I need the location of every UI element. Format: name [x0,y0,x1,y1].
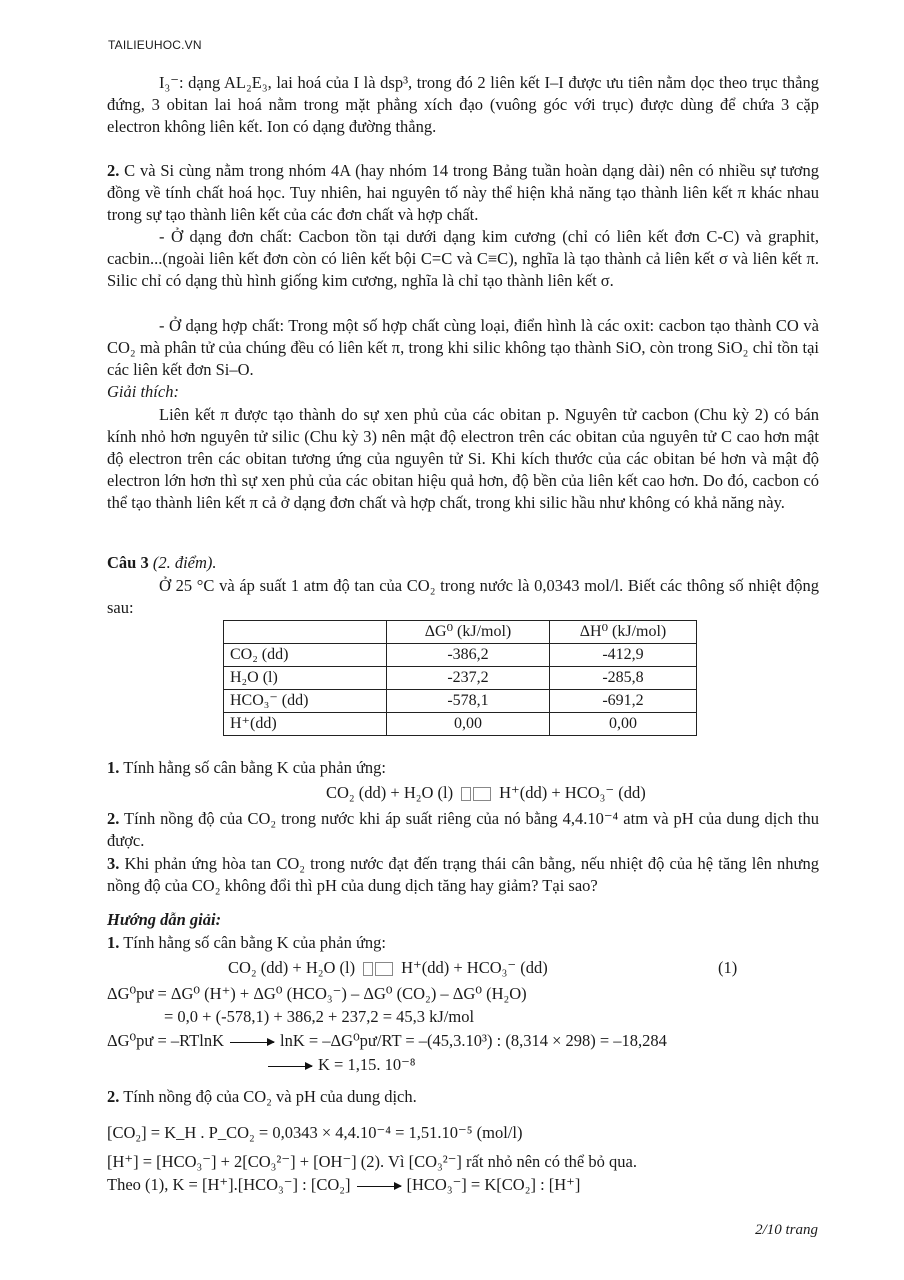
table-header-cell: ΔH⁰ (kJ/mol) [550,621,697,644]
answer-text: Tính hằng số cân bằng K của phản ứng: [119,933,386,952]
table-header-cell [224,621,387,644]
charge-balance: [H⁺] = [HCO₃⁻] + 2[CO₃²⁻] + [OH⁻] (2). Vì [CO₃²⁻] rất nhỏ nên có thể bỏ qua. [107,1152,637,1171]
item-number: 2. [107,1087,120,1106]
item-number: 2. [107,809,120,828]
theo-left: Theo (1), K = [H⁺].[HCO₃⁻] : [CO₂] [107,1175,351,1194]
table-cell: -386,2 [387,644,550,667]
paragraph-c-si [107,160,819,226]
arrow-icon [230,1042,274,1043]
table-cell: -412,9 [550,644,697,667]
question-1 [107,757,386,779]
equilibrium-icon [461,787,491,801]
question-points: (2. điểm). [148,553,217,572]
paragraph-text: C và Si cùng nằm trong nhóm 4A (hay nhóm 14 trong Bảng tuần hoàn dạng dài) nên có nhiều sự tương đồng về tính chất hoá học. Tuy nhiên, hai nguyên tố này thể hiện khả năng tạo thành liên kết π khác nhau trong sự tạo thành liên kết của các đơn chất và hợp chất. [107,161,819,224]
question-number: Câu 3 [107,553,149,572]
table-cell: 0,00 [387,713,550,736]
arrow-icon [357,1186,401,1187]
table-cell: H⁺(dd) [224,713,387,736]
item-number: 3. [107,854,120,873]
item-number: 1. [107,758,120,777]
reaction-equation [326,782,646,804]
k-value: K = 1,15. 10⁻⁸ [318,1055,416,1074]
reaction-equation-2 [228,957,548,979]
reaction-right: H⁺(dd) + HCO₃⁻ (dd) [499,783,646,802]
table-cell: CO₂ (dd) [224,644,387,667]
paragraph-i3: I₃⁻: dạng AL₂E₃, lai hoá của I là dsp³, trong đó 2 liên kết I–I được ưu tiên nằm dọc theo trục thẳng đứng, 3 obitan lai hoá nằm trong mặt phẳng xích đạo (vuông góc với trục) được dùng để chứa 3 cặp electron không liên kết. Ion có dạng đường thẳng. [107,73,819,136]
table-cell: -691,2 [550,690,697,713]
theo-line [107,1174,580,1196]
delta-g-right: lnK = –ΔG⁰pư/RT = –(45,3.10³) : (8,314 × 298) = –18,284 [279,1031,667,1050]
page-number: 2/10 trang [755,1222,818,1238]
paragraph-explanation: Liên kết π được tạo thành do sự xen phủ của các obitan p. Nguyên tử cacbon (Chu kỳ 2) có bán kính nhỏ hơn nguyên tử silic (Chu kỳ 3) nên mật độ electron trên các obitan của nguyên tử C cao hơn mật độ electron trên các obitan tương ứng của nguyên tử Si. Khi kích thước của các obitan bé hơn và mật độ electron lớn hơn thì sự xen phủ của các obitan hiệu quả hơn, độ bền của liên kết cao hơn. Do đó, cacbon có thể tạo thành liên kết π cả ở dạng đơn chất và hợp chất, trong khi silic hầu như không có khả năng này. [107,405,819,512]
table-cell: HCO₃⁻ (dd) [224,690,387,713]
heading-giai-thich: Giải thích: [107,382,179,401]
table-header-cell: ΔG⁰ (kJ/mol) [387,621,550,644]
table-cell: H₂O (l) [224,667,387,690]
table-cell: 0,00 [550,713,697,736]
item-number: 1. [107,933,120,952]
question-text: Tính nồng độ của CO₂ trong nước khi áp suất riêng của nó bằng 4,4.10⁻⁴ atm và pH của dung dịch thu được. [107,809,819,850]
delta-g-line-3 [107,1030,667,1052]
table-header-row [224,621,697,644]
item-number: 2. [107,161,120,180]
paragraph-intro: Ở 25 °C và áp suất 1 atm độ tan của CO₂ trong nước là 0,0343 mol/l. Biết các thông số nhiệt động sau: [107,576,819,617]
table-row [224,667,697,690]
arrow-icon [268,1066,312,1067]
reaction-right: H⁺(dd) + HCO₃⁻ (dd) [401,958,548,977]
table-row [224,690,697,713]
answer-2 [107,1086,417,1108]
table-row [224,644,697,667]
table-cell: -578,1 [387,690,550,713]
site-header: TAILIEUHOC.VN [108,38,202,52]
delta-g-left: ΔG⁰pư = –RTlnK [107,1031,224,1050]
question-2 [107,808,819,852]
theo-right: [HCO₃⁻] = K[CO₂] : [H⁺] [406,1175,581,1194]
question-text: Khi phản ứng hòa tan CO₂ trong nước đạt đến trạng thái cân bằng, nếu nhiệt độ của hệ tăng lên nhưng nồng độ của CO₂ không đổi thì pH của dung dịch tăng hay giảm? Tại sao? [107,854,819,895]
reaction-left: CO₂ (dd) + H₂O (l) [326,783,454,802]
delta-g-line-1: ΔG⁰pư = ΔG⁰ (H⁺) + ΔG⁰ (HCO₃⁻) – ΔG⁰ (CO₂) – ΔG⁰ (H₂O) [107,984,527,1003]
co2-concentration: [CO₂] = K_H . P_CO₂ = 0,0343 × 4,4.10⁻⁴ = 1,51.10⁻⁵ (mol/l) [107,1123,523,1142]
paragraph-don-chat: - Ở dạng đơn chất: Cacbon tồn tại dưới dạng kim cương (chỉ có liên kết đơn C-C) và graphit, cacbin...(ngoài liên kết đơn còn có liên kết bội C=C và C≡C), nghĩa là tạo thành cả liên kết σ và liên kết π. Silic chỉ có dạng thù hình giống kim cương, nghĩa là chỉ tạo thành liên kết σ. [107,227,819,290]
equation-number: (1) [718,958,738,977]
question-title [107,552,217,574]
answer-text: Tính nồng độ của CO₂ và pH của dung dịch. [119,1087,417,1106]
question-text: Tính hằng số cân bằng K của phản ứng: [119,758,386,777]
answer-1 [107,932,386,954]
paragraph-hop-chat: - Ở dạng hợp chất: Trong một số hợp chất cùng loại, điển hình là các oxit: cacbon tạo thành CO và CO₂ mà phân tử của chúng đều có liên kết π, trong khi silic không tạo thành SiO, còn trong SiO₂ chỉ tồn tại các liên kết đơn Si–O. [107,316,819,379]
table-row [224,713,697,736]
equilibrium-icon [363,962,393,976]
question-3 [107,853,819,897]
heading-huong-dan: Hướng dẫn giải: [107,910,222,929]
delta-g-line-2: = 0,0 + (-578,1) + 386,2 + 237,2 = 45,3 kJ/mol [164,1007,475,1026]
table-cell: -285,8 [550,667,697,690]
k-value-line [262,1054,416,1076]
table-cell: -237,2 [387,667,550,690]
reaction-left: CO₂ (dd) + H₂O (l) [228,958,356,977]
thermo-table [223,620,697,736]
